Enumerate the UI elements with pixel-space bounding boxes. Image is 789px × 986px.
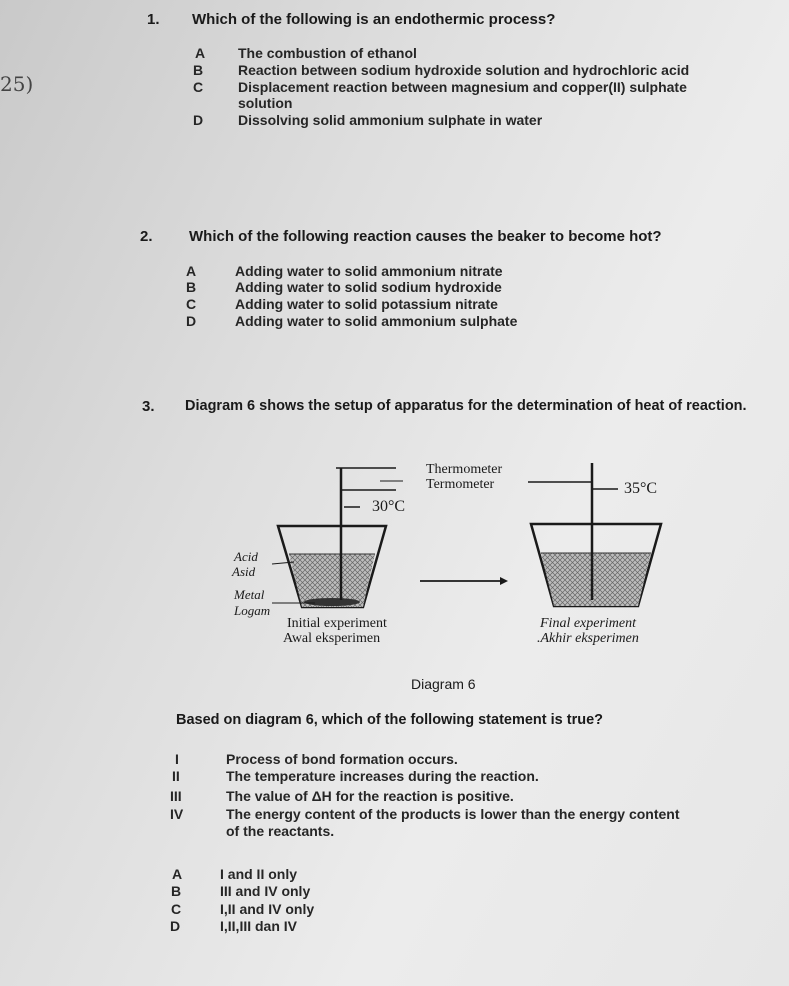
thermometer-label: Thermometer	[426, 462, 503, 477]
question-number: 1.	[147, 11, 160, 28]
metal-label: Metal	[234, 587, 265, 602]
statement-text: The temperature increases during the reaction.	[226, 768, 539, 784]
acid-label: Acid	[234, 549, 258, 564]
final-experiment-label-ms: .Akhir eksperimen	[537, 631, 639, 646]
final-beaker	[531, 524, 661, 606]
option-letter: B	[171, 883, 182, 899]
option-letter: A	[195, 45, 206, 61]
option-text: Adding water to solid potassium nitrate	[235, 296, 498, 312]
option-text: I,II and IV only	[220, 901, 315, 917]
option-letter: C	[171, 901, 182, 917]
option-letter: D	[193, 112, 204, 128]
option-letter: D	[170, 918, 181, 934]
question-text: Diagram 6 shows the setup of apparatus for the determination of heat of reaction.	[185, 398, 747, 414]
option-text: I and II only	[220, 866, 298, 882]
option-letter: C	[186, 296, 197, 312]
option-letter: A	[186, 263, 197, 279]
option-text: Adding water to solid sodium hydroxide	[235, 279, 502, 295]
question-prompt: Based on diagram 6, which of the following statement is true?	[176, 712, 603, 728]
statement-text-continuation: of the reactants.	[226, 823, 335, 839]
option-text: Displacement reaction between magnesium and copper(II) sulphate	[238, 79, 687, 95]
statement-numeral: III	[170, 788, 182, 804]
statement-numeral: II	[172, 768, 180, 784]
metal-pieces	[304, 598, 360, 606]
option-text: III and IV only	[220, 883, 311, 899]
statement-numeral: IV	[170, 806, 184, 822]
option-letter: A	[172, 866, 183, 882]
final-experiment-label: Final experiment	[540, 616, 637, 631]
statement-text: Process of bond formation occurs.	[226, 751, 458, 767]
statement-text: The value of ΔH for the reaction is positive.	[226, 788, 514, 804]
final-temperature: 35°C	[624, 480, 658, 497]
question-number: 3.	[142, 398, 155, 415]
option-letter: C	[193, 79, 204, 95]
thermometer-label-ms: Termometer	[426, 477, 495, 492]
option-text: Reaction between sodium hydroxide solution and hydrochloric acid	[238, 62, 690, 78]
option-text: Adding water to solid ammonium nitrate	[235, 263, 503, 279]
margin-handwritten-note: 25)	[0, 72, 34, 96]
initial-temperature: 30°C	[372, 498, 406, 515]
arrow-icon	[420, 577, 508, 585]
acid-label-ms: Asid	[232, 564, 256, 579]
question-text: Which of the following reaction causes the beaker to become hot?	[189, 228, 662, 245]
option-letter: B	[193, 62, 204, 78]
question-number: 2.	[140, 228, 153, 245]
initial-experiment-label: Initial experiment	[287, 616, 387, 631]
initial-experiment-label-ms: Awal eksperimen	[283, 631, 381, 646]
option-text: The combustion of ethanol	[238, 45, 417, 61]
option-letter: D	[186, 313, 197, 329]
initial-beaker	[278, 526, 386, 607]
question-text: Which of the following is an endothermic process?	[192, 11, 556, 28]
statement-text: The energy content of the products is lower than the energy content	[226, 806, 680, 822]
option-letter: B	[186, 279, 197, 295]
option-text-continuation: solution	[238, 95, 293, 111]
statement-numeral: I	[175, 751, 179, 767]
option-text: I,II,III dan IV	[220, 918, 298, 934]
diagram-caption: Diagram 6	[411, 676, 476, 692]
option-text: Adding water to solid ammonium sulphate	[235, 313, 518, 329]
metal-label-ms: Logam	[234, 603, 271, 618]
option-text: Dissolving solid ammonium sulphate in water	[238, 112, 543, 128]
